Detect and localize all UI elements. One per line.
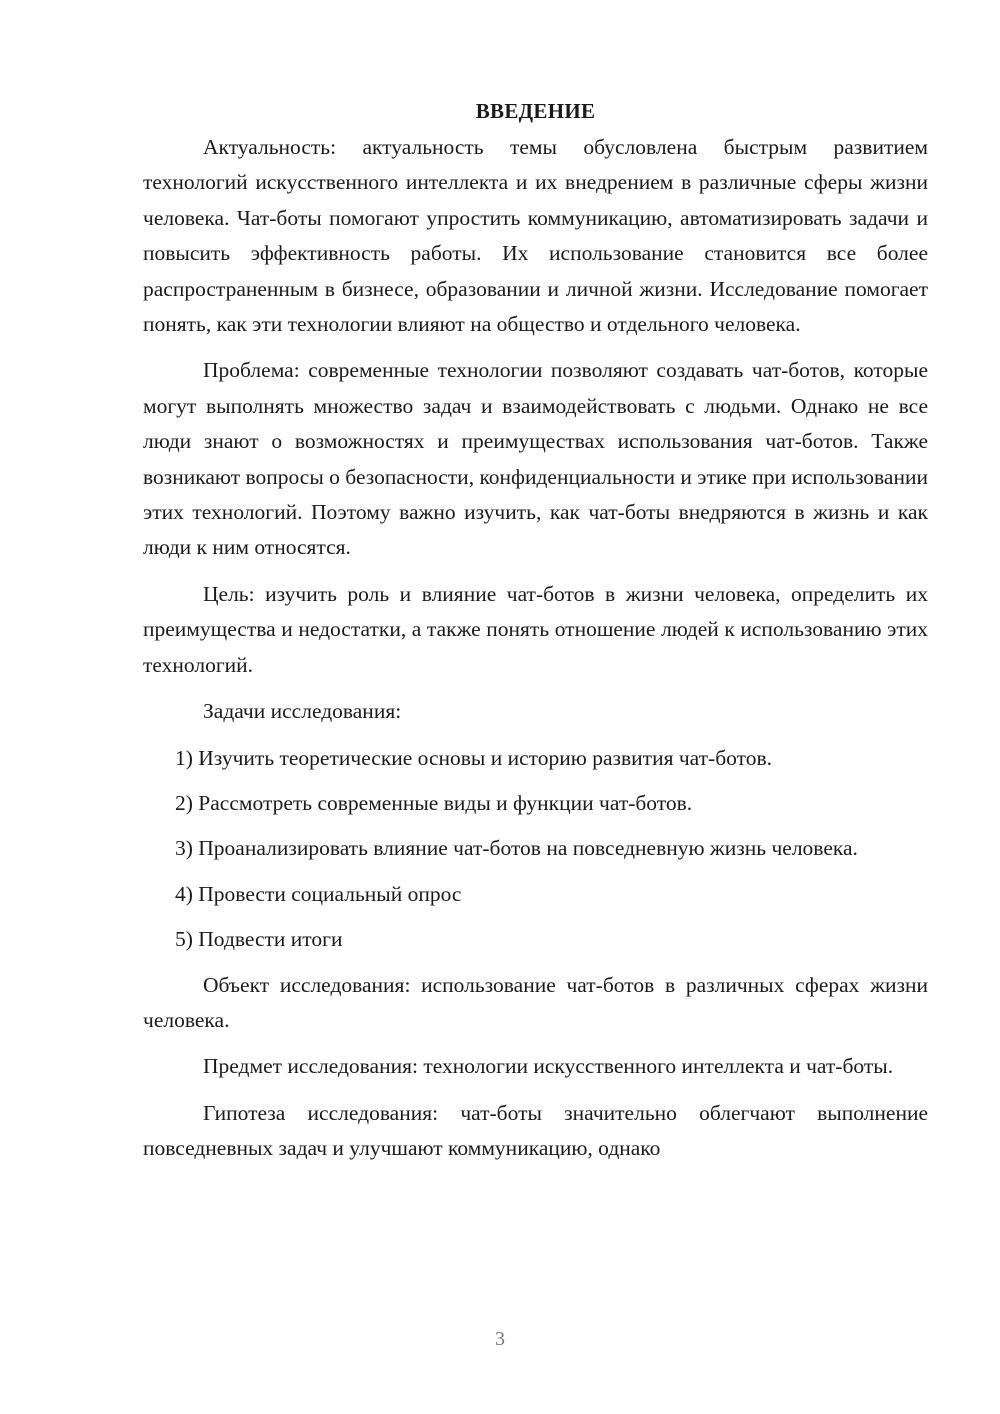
task-item: 2) Рассмотреть современные виды и функции чат-ботов. [175, 790, 693, 815]
section-heading: ВВЕДЕНИЕ [475, 99, 596, 123]
paragraph-hypothesis: Гипотеза исследования: чат-боты значительно облегчают выполнение повседневных задач и улучшают коммуникацию, однако [143, 1100, 928, 1161]
task-item: 1) Изучить теоретические основы и историю развития чат-ботов. [175, 745, 772, 770]
paragraph-goal: Цель: изучить роль и влияние чат-ботов в жизни человека, определить их преимущества и недостатки, а также понять отношение людей к использованию этих технологий. [143, 581, 928, 677]
page-content [143, 96, 928, 1167]
tasks-intro: Задачи исследования: [203, 699, 402, 724]
page-number: 3 [495, 1328, 505, 1350]
paragraph-relevance: Актуальность: актуальность темы обусловлена быстрым развитием технологий искусственного интеллекта и их внедрением в различные сферы жизни человека. Чат-боты помогают упростить коммуникацию, автоматизировать задачи и повысить эффективность работы. Их использование становится все более распространенным в бизнесе, образовании и личной жизни. Исследование помогает понять, как эти технологии влияют на общество и отдельного человека. [143, 135, 928, 337]
tasks-list [143, 741, 928, 958]
task-item: 3) Проанализировать влияние чат-ботов на повседневную жизнь человека. [175, 836, 858, 861]
task-item: 4) Провести социальный опрос [175, 881, 462, 906]
paragraph-problem: Проблема: современные технологии позволяют создавать чат-ботов, которые могут выполнять множество задач и взаимодействовать с людьми. Однако не все люди знают о возможностях и преимуществах использования чат-ботов. Также возникают вопросы о безопасности, конфиденциальности и этике при использовании этих технологий. Поэтому важно изучить, как чат-боты внедряются в жизнь и как люди к ним относятся. [143, 358, 928, 560]
task-item: 5) Подвести итоги [175, 927, 343, 952]
paragraph-object: Объект исследования: использование чат-ботов в различных сферах жизни человека. [143, 972, 928, 1032]
paragraph-subject: Предмет исследования: технологии искусственного интеллекта и чат-боты. [203, 1054, 894, 1079]
